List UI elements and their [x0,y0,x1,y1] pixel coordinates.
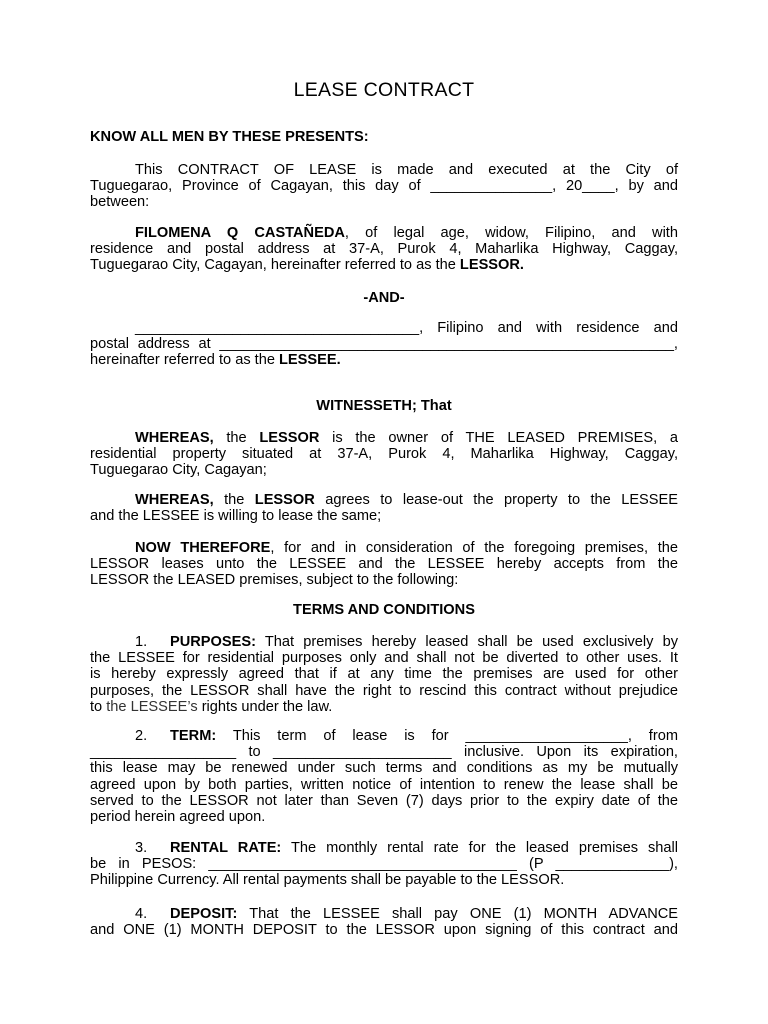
lessor-line-3-text: Tuguegarao City, Cagayan, hereinafter referred to as the [90,257,460,274]
term-2-number: 2. [135,728,148,744]
term-2-line-1 [90,728,678,744]
lessor-line-2: residence and postal address at 37-A, Purok 4, Maharlika Highway, Caggay, [90,241,678,258]
now-therefore-line-3: LESSOR the LEASED premises, subject to the following: [90,572,459,589]
lessee-line-3-text: hereinafter referred to as the [90,352,280,369]
term-2-line-1-text: This term of lease is for ____________________, from [216,728,678,744]
lessee-paragraph [90,320,678,369]
lessee-line-2: postal address at ________________________________________________________, [90,336,678,353]
whereas-2-the: the [213,492,255,508]
now-therefore-line-1 [90,540,678,556]
lessor-label: LESSOR. [459,257,524,274]
and-separator: -AND- [363,290,405,306]
term-2-line-3: this lease may be renewed under such terms and conditions as my be mutually [90,760,678,777]
terms-heading: TERMS AND CONDITIONS [293,602,475,618]
term-4-number: 4. [135,906,148,922]
intro-line-3: between: [90,194,150,211]
whereas-1-line-1 [90,430,678,446]
term-1-line-3: is hereby expressly agreed that if at any time the premises are used for other [90,666,678,683]
term-2-line-6: period herein agreed upon. [90,809,266,826]
term-1-paragraph [90,634,678,715]
whereas-1-line-2: residential property situated at 37-A, Purok 4, Maharlika Highway, Caggay, [90,446,678,463]
intro-line-1: This CONTRACT OF LEASE is made and executed at the City of [135,162,678,178]
whereas-1-keyword: WHEREAS, [135,430,214,446]
term-3-number: 3. [135,840,148,856]
term-4-line-2: and ONE (1) MONTH DEPOSIT to the LESSOR upon signing of this contract and [90,922,678,939]
whereas-1-paragraph [90,430,678,479]
term-1-line-5-a: to [90,698,107,715]
whereas-1-line-3: Tuguegarao City, Cagayan; [90,462,267,479]
lessor-line-1-text: , of legal age, widow, Filipino, and with [344,225,678,241]
term-2-paragraph [90,728,678,825]
document-page [90,0,678,1024]
term-1-line-2: the LESSEE for residential purposes only and shall not be diverted to other uses. It [90,650,678,667]
term-2-line-2: __________________ to ______________________ inclusive. Upon its expiration, [90,744,678,761]
now-therefore-keyword: NOW THEREFORE [135,540,271,556]
lessor-paragraph [90,225,678,274]
intro-line-2: Tuguegarao, Province of Cagayan, this day of _______________, 20____, by and [90,178,678,195]
lessor-name: FILOMENA Q CASTAÑEDA [135,225,345,241]
term-1-line-4: purposes, the LESSOR shall have the right to rescind this contract without prejudice [90,682,678,699]
term-1-line-5-c: rights under the law. [197,698,333,715]
whereas-1-the: the [213,430,260,446]
whereas-2-keyword: WHEREAS, [135,492,214,508]
term-3-label: RENTAL RATE: [170,840,282,856]
term-1-line-5-b: the LESSEE’s [106,698,198,715]
lessee-line-3 [90,352,678,368]
now-therefore-line-2: LESSOR leases unto the LESSEE and the LESSEE hereby accepts from the [90,556,678,573]
now-therefore-line-1-text: , for and in consideration of the foregoing premises, the [270,540,678,556]
term-4-line-1-text: That the LESSEE shall pay ONE (1) MONTH ADVANCE [237,906,678,922]
whereas-2-line-2: and the LESSEE is willing to lease the same; [90,508,382,525]
term-4-paragraph [90,906,678,938]
preamble-heading: KNOW ALL MEN BY THESE PRESENTS: [90,129,369,145]
term-3-line-1-text: The monthly rental rate for the leased premises shall [281,840,679,856]
term-2-line-4: agreed upon by both parties, written notice of intention to renew the lease shall be [90,776,678,793]
whereas-2-line-1-text: agrees to lease-out the property to the LESSEE [314,492,678,508]
term-1-line-1-text: That premises hereby leased shall be used exclusively by [255,634,678,650]
lessee-line-1: ___________________________________, Filipino and with residence and [135,320,678,336]
lessor-line-1 [90,225,678,241]
whereas-1-line-1-text: is the owner of THE LEASED PREMISES, a [319,430,678,446]
term-4-label: DEPOSIT: [170,906,238,922]
term-3-line-2: be in PESOS: ______________________________________ (P ______________), [90,856,678,873]
now-therefore-paragraph [90,540,678,589]
term-3-line-1 [90,840,678,856]
intro-paragraph [90,162,678,211]
lessee-label: LESSEE. [279,352,341,369]
term-1-line-5 [90,699,678,715]
term-3-paragraph [90,840,678,889]
whereas-2-paragraph [90,492,678,524]
term-1-line-1 [90,634,678,650]
term-4-line-1 [90,906,678,922]
term-1-label: PURPOSES: [170,634,256,650]
term-2-label: TERM: [170,728,217,744]
witnesseth-heading: WITNESSETH; That [316,398,452,414]
whereas-1-lessor: LESSOR [259,430,320,446]
term-2-line-5: served to the LESSOR not later than Seven (7) days prior to the expiry date of the [90,792,678,809]
term-1-number: 1. [135,634,148,650]
lessor-line-3 [90,257,678,273]
whereas-2-lessor: LESSOR [254,492,315,508]
whereas-2-line-1 [90,492,678,508]
term-3-line-3: Philippine Currency. All rental payments shall be payable to the LESSOR. [90,872,565,889]
document-title: LEASE CONTRACT [293,79,475,101]
